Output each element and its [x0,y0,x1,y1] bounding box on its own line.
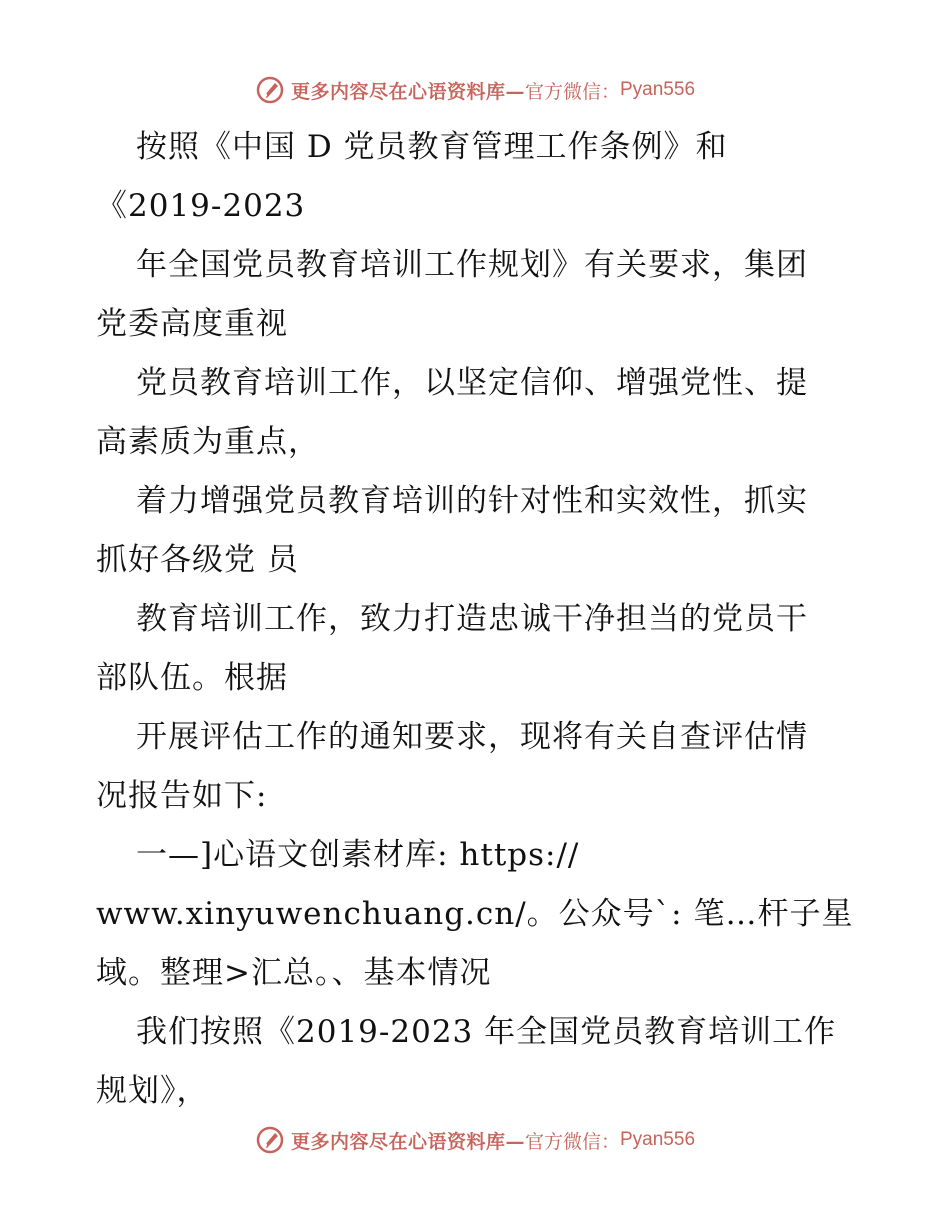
body-line: 开展评估工作的通知要求，现将有关自查评估情 [136,719,808,755]
body-line: 教育培训工作，致力打造忠诚干净担当的党员干 [136,601,808,637]
body-line: 党员教育培训工作，以坚定信仰、增强党性、提 [136,365,808,401]
body-line: www.xinyuwenchuang.cn/。公众号`: 笔…杆子星 [96,896,854,932]
header-wechat-label: 官方微信： [524,80,620,103]
document-body [96,118,856,1121]
footer-wechat-label: 官方微信： [524,1130,620,1153]
body-line: 况报告如下: [96,778,268,814]
body-line: 按照《中国 D 党员教育管理工作条例》和 [136,129,728,165]
header-banner-text: 更多内容尽在心语资料库— [290,80,525,103]
header-watermark [0,70,950,110]
body-line: 域。整理>汇总。、基本情况 [96,955,492,991]
body-line: 党委高度重视 [96,306,288,342]
body-line: 抓好各级党 员 [96,542,299,578]
body-line: 规划》， [96,1073,209,1109]
footer-banner-text: 更多内容尽在心语资料库— [290,1130,525,1153]
body-line: 着力增强党员教育培训的针对性和实效性，抓实 [136,483,808,519]
body-line: 《2019-2023 [96,188,306,224]
body-line: 年全国党员教育培训工作规划》有关要求，集团 [136,247,808,283]
footer-wechat-id: Pyan556 [620,1129,696,1150]
body-line: 高素质为重点， [96,424,320,460]
footer-watermark [0,1120,950,1160]
body-line: 我们按照《2019-2023 年全国党员教育培训工作 [136,1014,837,1050]
logo-icon [255,75,285,105]
body-line: 部队伍。根据 [96,660,288,696]
body-line: 一—]心语文创素材库: https:// [136,837,580,873]
logo-icon [255,1125,285,1155]
header-wechat-id: Pyan556 [620,79,696,100]
